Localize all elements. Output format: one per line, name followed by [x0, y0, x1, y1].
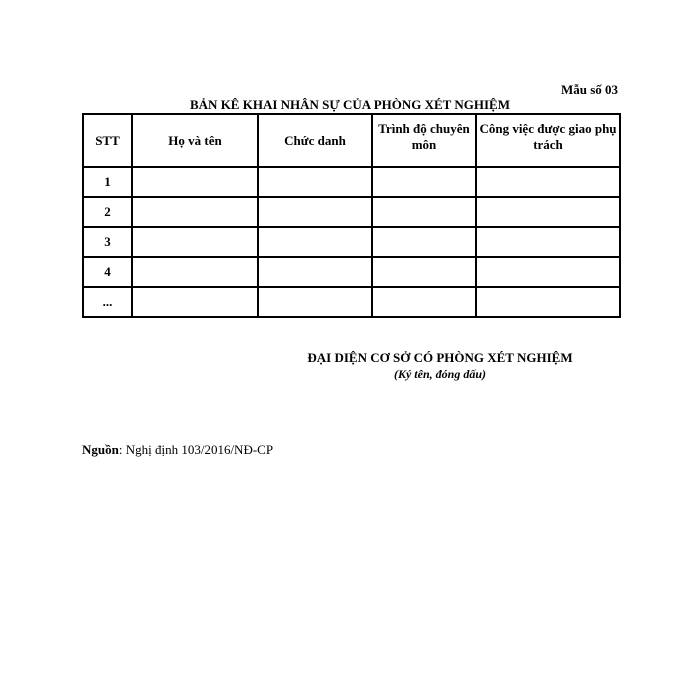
row-stt: 2 — [83, 197, 132, 227]
row-position-cell[interactable] — [258, 257, 372, 287]
row-name-cell[interactable] — [132, 167, 258, 197]
form-title: BẢN KÊ KHAI NHÂN SỰ CỦA PHÒNG XÉT NGHIỆM — [190, 97, 510, 112]
row-stt: ... — [83, 287, 132, 317]
table-header-row — [83, 114, 620, 167]
header-qualification: Trình độ chuyên môn — [372, 114, 476, 167]
table-row — [83, 197, 620, 227]
source-text: : Nghị định 103/2016/NĐ-CP — [118, 442, 274, 457]
row-duties-cell[interactable] — [476, 227, 620, 257]
row-position-cell[interactable] — [258, 287, 372, 317]
header-position: Chức danh — [258, 114, 372, 167]
signature-note: (Ký tên, đóng dấu) — [393, 367, 486, 381]
form-number: Mẫu số 03 — [560, 82, 618, 97]
row-name-cell[interactable] — [132, 197, 258, 227]
row-position-cell[interactable] — [258, 167, 372, 197]
representative-block — [280, 350, 600, 382]
row-qualification-cell[interactable] — [372, 227, 476, 257]
row-duties-cell[interactable] — [476, 167, 620, 197]
row-duties-cell[interactable] — [476, 257, 620, 287]
row-name-cell[interactable] — [132, 257, 258, 287]
row-qualification-cell[interactable] — [372, 197, 476, 227]
row-duties-cell[interactable] — [476, 287, 620, 317]
source-label: Nguồn — [82, 442, 119, 457]
row-qualification-cell[interactable] — [372, 257, 476, 287]
row-position-cell[interactable] — [258, 197, 372, 227]
table-row — [83, 287, 620, 317]
row-stt: 3 — [83, 227, 132, 257]
personnel-table — [82, 113, 621, 318]
row-name-cell[interactable] — [132, 287, 258, 317]
row-qualification-cell[interactable] — [372, 167, 476, 197]
table-row — [83, 227, 620, 257]
source-line — [82, 442, 273, 458]
row-stt: 1 — [83, 167, 132, 197]
header-stt: STT — [83, 114, 132, 167]
row-name-cell[interactable] — [132, 227, 258, 257]
table-row — [83, 257, 620, 287]
header-name: Họ và tên — [132, 114, 258, 167]
representative-title: ĐẠI DIỆN CƠ SỞ CÓ PHÒNG XÉT NGHIỆM — [307, 350, 573, 365]
row-stt: 4 — [83, 257, 132, 287]
row-qualification-cell[interactable] — [372, 287, 476, 317]
row-duties-cell[interactable] — [476, 197, 620, 227]
row-position-cell[interactable] — [258, 227, 372, 257]
table-row — [83, 167, 620, 197]
header-duties: Công việc được giao phụ trách — [476, 114, 620, 167]
